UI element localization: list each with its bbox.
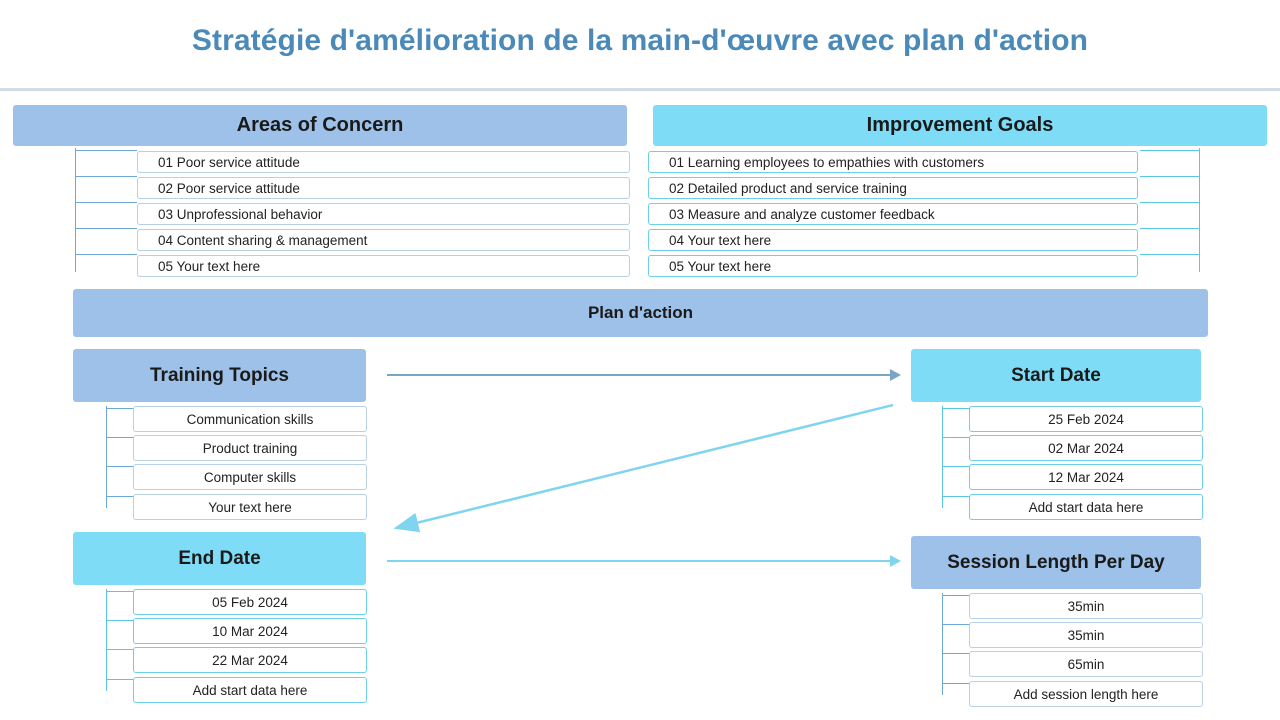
start-item-4[interactable]: Add start data here xyxy=(969,494,1203,520)
goal-item-3[interactable]: 03 Measure and analyze customer feedback xyxy=(648,203,1138,225)
start-item-2[interactable]: 02 Mar 2024 xyxy=(969,435,1203,461)
training-item-3[interactable]: Computer skills xyxy=(133,464,367,490)
goal-item-5[interactable]: 05 Your text here xyxy=(648,255,1138,277)
end-connector-4 xyxy=(106,679,134,680)
start-connector-spine xyxy=(942,406,943,508)
concern-connector-1 xyxy=(75,150,137,151)
goal-item-2[interactable]: 02 Detailed product and service training xyxy=(648,177,1138,199)
session-connector-spine xyxy=(942,593,943,695)
goals-connector-5 xyxy=(1140,254,1200,255)
concern-item-2[interactable]: 02 Poor service attitude xyxy=(137,177,630,199)
session-item-2[interactable]: 35min xyxy=(969,622,1203,648)
goals-connector-3 xyxy=(1140,202,1200,203)
goals-connector-4 xyxy=(1140,228,1200,229)
header-end-date xyxy=(73,532,366,585)
training-item-2[interactable]: Product training xyxy=(133,435,367,461)
start-item-3[interactable]: 12 Mar 2024 xyxy=(969,464,1203,490)
goal-item-4[interactable]: 04 Your text here xyxy=(648,229,1138,251)
session-connector-4 xyxy=(942,683,970,684)
header-improvement-goals: Improvement Goals xyxy=(653,105,1267,146)
concern-item-5[interactable]: 05 Your text here xyxy=(137,255,630,277)
session-item-1[interactable]: 35min xyxy=(969,593,1203,619)
arrow-training-to-start-line xyxy=(387,374,892,376)
session-connector-1 xyxy=(942,595,970,596)
arrow-end-to-session-line xyxy=(387,560,892,562)
training-connector-spine xyxy=(106,406,107,508)
goals-connector-2 xyxy=(1140,176,1200,177)
session-connector-2 xyxy=(942,624,970,625)
session-item-4[interactable]: Add session length here xyxy=(969,681,1203,707)
arrow-training-to-start-head xyxy=(890,369,901,381)
header-areas-of-concern: Areas of Concern xyxy=(13,105,627,146)
concern-connector-4 xyxy=(75,228,137,229)
session-connector-3 xyxy=(942,653,970,654)
training-item-1[interactable]: Communication skills xyxy=(133,406,367,432)
end-item-1[interactable]: 05 Feb 2024 xyxy=(133,589,367,615)
training-connector-4 xyxy=(106,496,134,497)
end-item-4[interactable]: Add start data here xyxy=(133,677,367,703)
goals-connector-1 xyxy=(1140,150,1200,151)
concern-connector-5 xyxy=(75,254,137,255)
concern-connector-2 xyxy=(75,176,137,177)
session-item-3[interactable]: 65min xyxy=(969,651,1203,677)
concern-item-1[interactable]: 01 Poor service attitude xyxy=(137,151,630,173)
header-session-length-per-day xyxy=(911,536,1201,589)
end-connector-2 xyxy=(106,620,134,621)
concern-item-4[interactable]: 04 Content sharing & management xyxy=(137,229,630,251)
header-start-date-label: Start Date xyxy=(1011,364,1101,386)
start-connector-2 xyxy=(942,437,970,438)
concern-item-3[interactable]: 03 Unprofessional behavior xyxy=(137,203,630,225)
concern-connector-3 xyxy=(75,202,137,203)
training-connector-3 xyxy=(106,466,134,467)
header-training-topics: Training Topics xyxy=(73,349,366,402)
end-connector-spine xyxy=(106,589,107,691)
training-connector-2 xyxy=(106,437,134,438)
goal-item-1[interactable]: 01 Learning employees to empathies with customers xyxy=(648,151,1138,173)
arrow-end-to-session-head xyxy=(890,555,901,567)
title-divider xyxy=(0,88,1280,91)
header-plan-daction: Plan d'action xyxy=(73,289,1208,337)
start-connector-4 xyxy=(942,496,970,497)
end-item-3[interactable]: 22 Mar 2024 xyxy=(133,647,367,673)
end-connector-3 xyxy=(106,649,134,650)
header-session-length-label: Session Length Per Day xyxy=(947,551,1165,573)
start-connector-1 xyxy=(942,408,970,409)
training-connector-1 xyxy=(106,408,134,409)
training-item-4[interactable]: Your text here xyxy=(133,494,367,520)
start-connector-3 xyxy=(942,466,970,467)
start-item-1[interactable]: 25 Feb 2024 xyxy=(969,406,1203,432)
header-start-date xyxy=(911,349,1201,402)
end-item-2[interactable]: 10 Mar 2024 xyxy=(133,618,367,644)
header-end-date-label: End Date xyxy=(178,547,261,569)
page-title: Stratégie d'amélioration de la main-d'œuvre avec plan d'action xyxy=(191,24,1089,57)
end-connector-1 xyxy=(106,591,134,592)
